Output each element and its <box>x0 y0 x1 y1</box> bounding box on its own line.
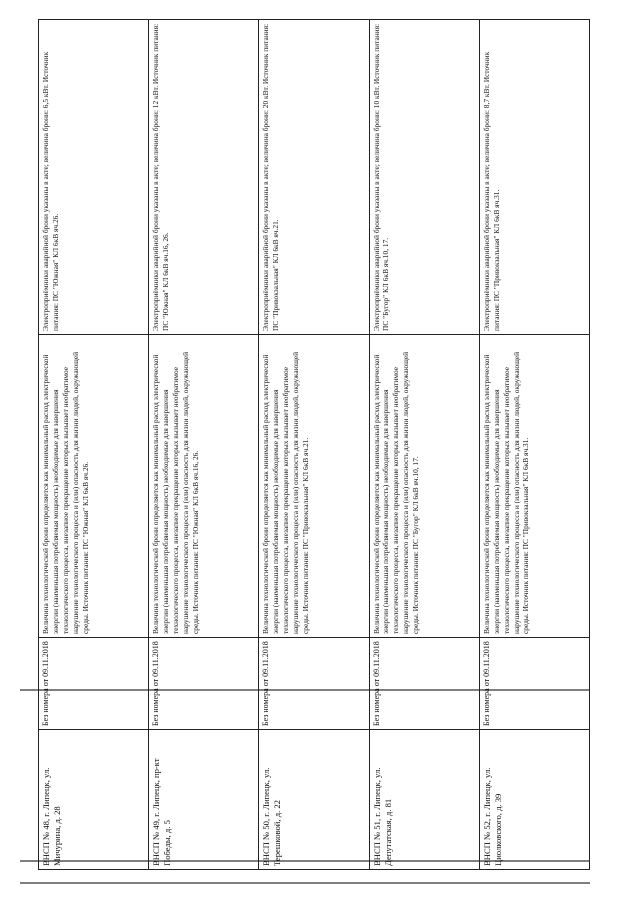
object-cell: ВНСП № 52, г. Липецк, ул. Циолковского, д. 39 <box>479 730 589 870</box>
emergency-reserve-cell: Электроприёмники аварийной брони указаны в акте; величина брони: 10 кВт. Источник питания: ПС "Бугор" КЛ 6кВ яч.10, 17. <box>369 20 479 335</box>
object-cell: ВНСП № 51, г. Липецк, ул. Депутатская, д. 81 <box>369 730 479 870</box>
table-row <box>39 20 149 870</box>
emergency-reserve-cell: Электроприёмники аварийной брони указаны в акте; величина брони: 20 кВт. Источник питания: ПС "Привокзальная" КЛ 6кВ яч.21. <box>259 20 369 335</box>
object-cell: ВНСП № 49, г. Липецк, пр-кт Победы, д. 5 <box>149 730 259 870</box>
emergency-reserve-cell: Электроприёмники аварийной брони указаны в акте; величина брони: 12 кВт. Источник питания: ПС "Южная" КЛ 6кВ яч.16, 26. <box>149 20 259 335</box>
document-cell: Без номера от 09.11.2018 <box>479 638 589 730</box>
object-cell: ВНСП № 50, г. Липецк, ул. Терешковой, д. 22 <box>259 730 369 870</box>
table-row <box>259 20 369 870</box>
rotated-table-container <box>38 20 590 870</box>
tech-reserve-cell: Величина технологической брони определяется как минимальный расход электрической энергии (наименьшая потребляемая мощность) необходимые для завершения технологического процесса, внезапное прекращение которых вызывает необратимое нарушение технологического процесса и (или) опасность для жизни людей, окружающей среды. Источник питания: ПС "Привокзальная" КЛ 6кВ яч.21. <box>259 335 369 638</box>
table-row <box>369 20 479 870</box>
emergency-reserve-cell: Электроприёмники аварийной брони указаны в акте; величина брони: 6,5 кВт. Источник питания: ПС "Южная" КЛ 6кВ яч.26. <box>39 20 149 335</box>
tech-reserve-cell: Величина технологической брони определяется как минимальный расход электрической энергии (наименьшая потребляемая мощность) необходимые для завершения технологического процесса, внезапное прекращение которых вызывает необратимое нарушение технологического процесса и (или) опасность для жизни людей, окружающей среды. Источник питания: ПС "Бугор" КЛ 6кВ яч.10, 17. <box>369 335 479 638</box>
table-row <box>149 20 259 870</box>
table-row <box>479 20 589 870</box>
tech-reserve-cell: Величина технологической брони определяется как минимальный расход электрической энергии (наименьшая потребляемая мощность) необходимые для завершения технологического процесса, внезапное прекращение которых вызывает необратимое нарушение технологического процесса и (или) опасность для жизни людей, окружающей среды. Источник питания: ПС "Южная" КЛ 6кВ яч.16, 26. <box>149 335 259 638</box>
object-cell: ВНСП № 48, г. Липецк, ул. Мичурина, д. 28 <box>39 730 149 870</box>
document-cell: Без номера от 09.11.2018 <box>369 638 479 730</box>
tech-reserve-cell: Величина технологической брони определяется как минимальный расход электрической энергии (наименьшая потребляемая мощность) необходимые для завершения технологического процесса, внезапное прекращение которых вызывает необратимое нарушение технологического процесса и (или) опасность для жизни людей, окружающей среды. Источник питания: ПС "Привокзальная" КЛ 6кВ яч.31. <box>479 335 589 638</box>
emergency-reserve-cell: Электроприёмники аварийной брони указаны в акте; величина брони: 8,7 кВт. Источник питания: ПС "Привокзальная" КЛ 6кВ яч.31. <box>479 20 589 335</box>
document-cell: Без номера от 09.11.2018 <box>39 638 149 730</box>
document-cell: Без номера от 09.11.2018 <box>259 638 369 730</box>
document-cell: Без номера от 09.11.2018 <box>149 638 259 730</box>
reservation-table <box>38 19 590 870</box>
tech-reserve-cell: Величина технологической брони определяется как минимальный расход электрической энергии (наименьшая потребляемая мощность) необходимые для завершения технологического процесса, внезапное прекращение которых вызывает необратимое нарушение технологического процесса и (или) опасность для жизни людей, окружающей среды. Источник питания: ПС "Южная" КЛ 6кВ яч.26. <box>39 335 149 638</box>
